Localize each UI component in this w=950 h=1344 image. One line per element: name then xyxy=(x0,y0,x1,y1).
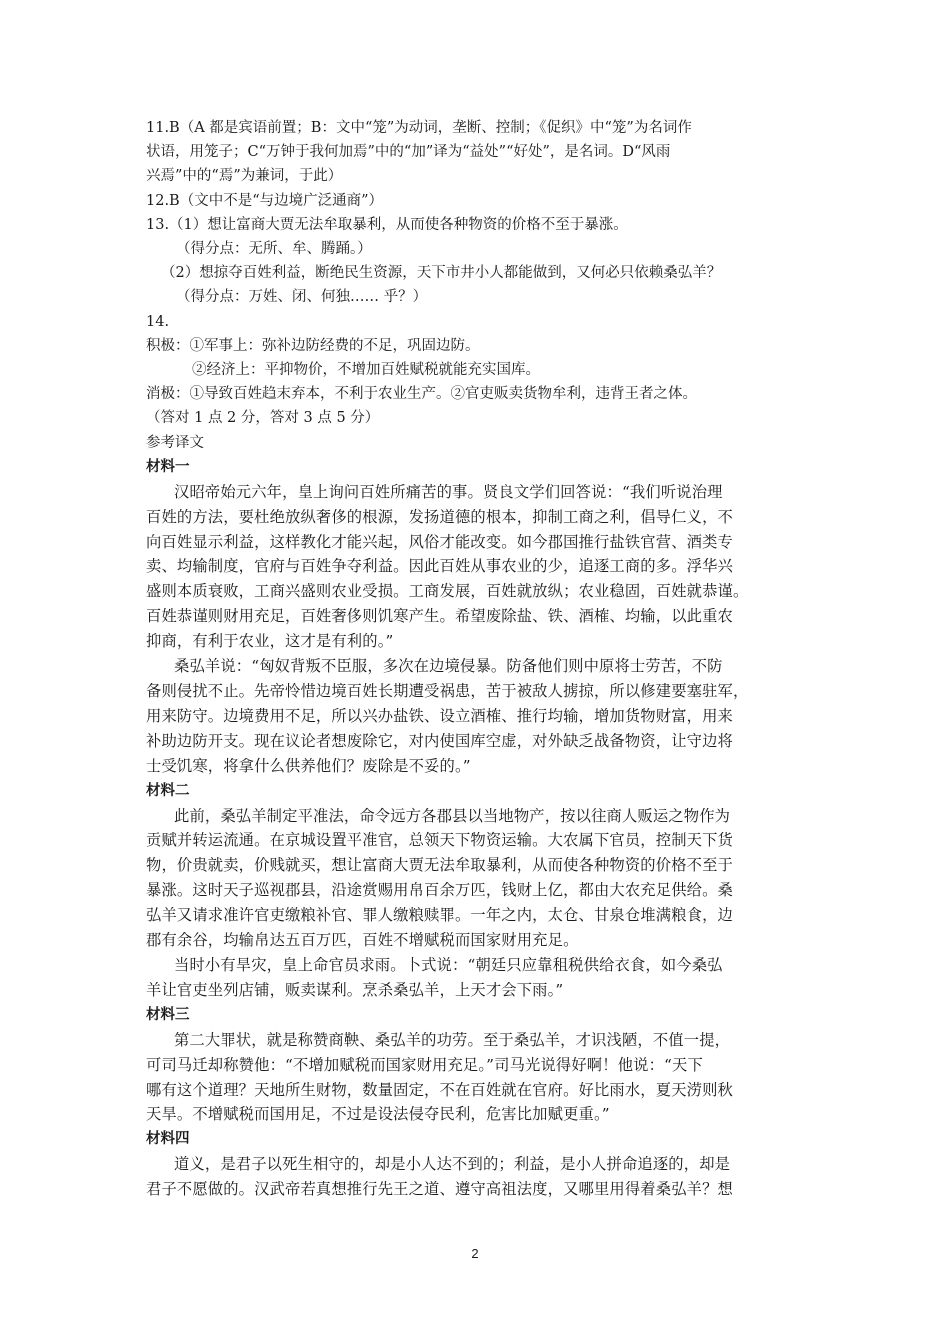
material-1-line: 用来防守。边境费用不足，所以兴办盐铁、设立酒榷、推行均输，增加货物财富，用来 xyxy=(146,706,733,725)
material-3-line: 天旱。不增赋税而国用足，不过是设法侵夺民利，危害比加赋更重。” xyxy=(146,1105,610,1124)
material-1-line: 抑商，有利于农业，这才是有利的。” xyxy=(146,632,394,651)
reference-translation-title: 参考译文 xyxy=(146,434,204,451)
answer-13-2: （2）想掠夺百姓利益，断绝民生资源，天下市井小人都能做到，又何必只依赖桑弘羊？ xyxy=(161,265,722,282)
answer-14-negative: 消极：①导致百姓趋末弃本，不利于农业生产。②官吏贩卖货物牟利，违背王者之体。 xyxy=(146,386,697,403)
material-2-title: 材料二 xyxy=(146,782,190,799)
material-2-line: 郡有余谷，均输帛达五百万匹，百姓不增赋税而国家财用充足。 xyxy=(146,931,579,950)
material-2-line: 弘羊又请求准许官吏缴粮补官、罪人缴粮赎罪。一年之内，太仓、甘泉仓堆满粮食，边 xyxy=(146,906,733,925)
answer-12: 12.B（文中不是“与边境广泛通商”） xyxy=(146,192,384,209)
answer-11-line2: 状语，用笼子；C“万钟于我何加焉”中的“加”译为“益处”“好处”，是名词。D“风雨 xyxy=(146,144,671,161)
answer-14-positive-2: ②经济上：平抑物价，不增加百姓赋税就能充实国库。 xyxy=(192,362,540,379)
material-1-line: 补助边防开支。现在议论者想废除它，对内使国库空虚，对外缺乏战备物资，让守边将 xyxy=(146,731,733,750)
material-3-line: 哪有这个道理？天地所生财物，数量固定，不在百姓就在官府。好比雨水，夏天涝则秋 xyxy=(146,1080,733,1099)
material-3-title: 材料三 xyxy=(146,1006,190,1023)
material-1-line: 百姓恭谨则财用充足，百姓奢侈则饥寒产生。希望废除盐、铁、酒榷、均输，以此重农 xyxy=(146,607,733,626)
material-2-line: 贡赋并转运流通。在京城设置平准官，总领天下物资运输。大农属下官员，控制天下货 xyxy=(146,831,733,850)
answer-13-1-score: （得分点：无所、牟、腾踊。） xyxy=(176,241,372,258)
material-1-line: 百姓的方法，要杜绝放纵奢侈的根源，发扬道德的根本，抑制工商之利，倡导仁义，不 xyxy=(146,507,733,526)
document-body xyxy=(146,116,806,1202)
answer-11-line1: 11.B（A 都是宾语前置；B：文中“笼”为动词，垄断、控制；《促织》中“笼”为名词作 xyxy=(146,120,692,136)
answer-14-positive-1: 积极：①军事上：弥补边防经费的不足，巩固边防。 xyxy=(146,337,480,354)
material-1-line: 卖、均输制度，官府与百姓争夺利益。因此百姓从事农业的少，追逐工商的多。浮华兴 xyxy=(146,557,733,576)
answer-13-1: 13.（1）想让富商大贾无法牟取暴利，从而使各种物资的价格不至于暴涨。 xyxy=(146,216,628,233)
material-1-line: 桑弘羊说：“匈奴背叛不臣服，多次在边境侵暴。防备他们则中原将士劳苦，不防 xyxy=(174,657,723,676)
material-2-line: 物，价贵就卖，价贱就买，想让富商大贾无法牟取暴利，从而使各种物资的价格不至于 xyxy=(146,856,733,875)
material-4-title: 材料四 xyxy=(146,1131,190,1148)
material-2-line: 当时小有旱灾，皇上命官员求雨。卜式说：“朝廷只应靠租税供给衣食，如今桑弘 xyxy=(174,955,723,974)
answer-13-2-score: （得分点：万姓、闭、何独…… 乎？） xyxy=(176,289,428,306)
material-2-line: 此前，桑弘羊制定平准法，命令远方各郡县以当地物产，按以往商人贩运之物作为 xyxy=(174,806,731,825)
material-3-line: 第二大罪状，就是称赞商鞅、桑弘羊的功劳。至于桑弘羊，才识浅陋，不值一提， xyxy=(174,1030,731,1049)
answer-11-line3: 兴焉”中的“焉”为兼词，于此） xyxy=(146,168,343,185)
material-3-line: 可司马迁却称赞他：“不增加赋税而国家财用充足。”司马光说得好啊！他说：“天下 xyxy=(146,1055,703,1074)
answer-14-score: （答对 1 点 2 分，答对 3 点 5 分） xyxy=(146,410,380,427)
material-1-line: 向百姓显示利益，这样教化才能兴起，风俗才能改变。如今郡国推行盐铁官营、酒类专 xyxy=(146,532,733,551)
material-1-line: 汉昭帝始元六年，皇上询问百姓所痛苦的事。贤良文学们回答说：“我们听说治理 xyxy=(174,482,723,501)
material-1-line: 备则侵扰不止。先帝怜惜边境百姓长期遭受祸患，苦于被敌人掳掠，所以修建要塞驻军， xyxy=(146,682,749,700)
material-4-line: 道义，是君子以死生相守的，却是小人达不到的；利益，是小人拼命追逐的，却是 xyxy=(174,1155,731,1174)
material-1-line: 盛则本质衰败，工商兴盛则农业受损。工商发展，百姓就放纵；农业稳固，百姓就恭谨。 xyxy=(146,582,749,601)
material-4-line: 君子不愿做的。汉武帝若真想推行先王之道、遵守高祖法度，又哪里用得着桑弘羊？想 xyxy=(146,1180,733,1199)
page-number: 2 xyxy=(471,1246,479,1261)
material-1-line: 士受饥寒，将拿什么供养他们？废除是不妥的。” xyxy=(146,756,471,775)
answer-14: 14. xyxy=(146,313,170,330)
material-2-line: 暴涨。这时天子巡视郡县，沿途赏赐用帛百余万匹，钱财上亿，都由大农充足供给。桑 xyxy=(146,881,733,900)
material-1-title: 材料一 xyxy=(146,458,190,475)
material-2-line: 羊让官吏坐列店铺，贩卖谋利。烹杀桑弘羊，上天才会下雨。” xyxy=(146,980,564,999)
